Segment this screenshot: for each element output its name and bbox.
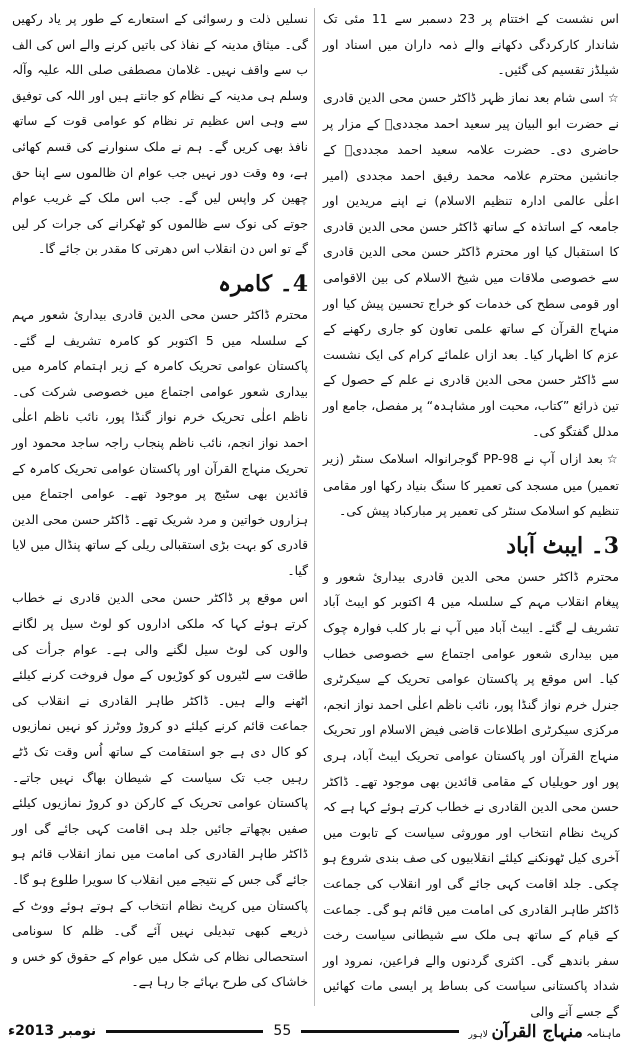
left-column: [12, 6, 308, 1008]
page-number: 55: [273, 1023, 292, 1039]
footer-rule: [106, 1030, 263, 1033]
paragraph-text: بعد ازاں آپ نے PP-98 گوجرانوالہ اسلامک سنٹر (زیر تعمیر) میں مسجد کی تعمیر کا سنگ بنیاد رکھا اور مقامی تنظیم کو اسلامک سنٹر کی تعمیر پر مبارکباد پیش کی۔: [323, 451, 619, 519]
section-heading-abbottabad: 3۔ ایبٹ آباد: [506, 532, 619, 559]
masthead-city: لاہور: [468, 1029, 488, 1040]
right-column: [323, 6, 619, 1019]
paragraph: [323, 446, 619, 524]
footer-rule: [301, 1030, 458, 1033]
issue-date: نومبر 2013ء: [8, 1023, 97, 1039]
masthead-title: منہاج القرآن: [491, 1021, 583, 1042]
column-divider: [314, 8, 315, 1006]
star-icon: ☆: [606, 452, 619, 467]
paragraph: اس موقع پر ڈاکٹر حسن محی الدین قادری نے خطاب کرتے ہوئے کہا کہ ملکی اداروں کو لوٹ سیل پر لگانے والوں کی لوٹ سیل لگنے والی ہے۔ عوام جرأت کی طاقت سے لٹیروں کو کوڑیوں کے مول فروخت کرنے کیلئے اٹھنے والے ہیں۔ ڈاکٹر طاہر القادری نے انقلاب کی جماعت قائم کرنے کیلئے دو کروڑ ووٹرز کو نہیں نمازیوں کو کال دی ہے جو استقامت کے ساتھ اُس وقت تک ڈٹے رہیں جب تک سیاست کے شیطان بھاگ نہیں جاتے۔ پاکستان عوامی تحریک کے کارکن دو کروڑ نمازیوں کیلئے صفیں بچھاتے جائیں جلد ہی اقامت کہی جائے گی اور ڈاکٹر طاہر القادری کی امامت میں نماز انقلاب قائم ہو جائے گی جس کے نتیجے میں انقلاب کا سویرا طلوع ہو گا۔ پاکستان میں کرپٹ نظام انتخاب کے ہوتے ہوئے ووٹ کے ذریعے کبھی تبدیلی نہیں آئے گی۔ ظلم کا سونامی استحصالی نظام کی شکل میں عوام کے حقوق کو خس و خاشاک کی طرح بہائے جا رہا ہے۔: [12, 590, 308, 990]
paragraph-text: اسی شام بعد نماز ظہر ڈاکٹر حسن محی الدین قادری نے حضرت ابو البیان پیر سعید احمد مجددیؒ کے مزار پر حاضری دی۔ حضرت علامہ سعید احمد مجددیؒ کے جانشین محترم علامہ محمد رفیق احمد مجددی (امیر اعلٰی عالمی ادارہ تنظیم الاسلام) نے اپنے مریدین اور جامعہ کے اساتذہ کے ساتھ ڈاکٹر حسن محی الدین قادری کا استقبال کیا اور محترم ڈاکٹر حسن محی الدین قادری سے خصوصی ملاقات میں شیخ الاسلام کی بین الاقوامی اور قومی سطح کی خدمات کو خراج تحسین پیش کیا اور منہاج القرآن کے ساتھ علمی تعاون کو جاری رکھنے کے عزم کا اظہار کیا۔ بعد ازاں علمائے کرام کی ایک نشست سے ڈاکٹر حسن محی الدین قادری نے علم کے حصول کے تین ذرائع ”کتاب، محبت اور مشاہدہ“ پر مفصل، جامع اور مدلل گفتگو کی۔: [323, 89, 619, 439]
paragraph: محترم ڈاکٹر حسن محی الدین قادری بیداریٔ شعور و پیغام انقلاب مہم کے سلسلہ میں 4 اکتوبر کو ایبٹ آباد تشریف لے گئے۔ ایبٹ آباد میں آپ نے بار کلب فوارہ چوک میں بیداری شعور عوامی اجتماع سے خصوصی خطاب کیا۔ اس موقع پر پاکستان عوامی تحریک کے سیکرٹری جنرل خرم نواز گنڈا پور، نائب ناظم اعلٰی احمد نواز انجم، مرکزی سیکرٹری اطلاعات قاضی فیض الاسلام اور تحریک منہاج القرآن اور پاکستان عوامی تحریک ایبٹ آباد، ہری پور اور حویلیاں کے مقامی قائدین بھی موجود تھے۔ ڈاکٹر حسن محی الدین القادری نے خطاب کرتے ہوئے کہا ہے کہ کرپٹ نظام انتخاب اور موروثی سیاست کے تابوت میں آخری کیل ٹھونکنے کیلئے انقلابیوں کی صف بندی شروع ہو چکی۔ جلد اقامت کہی جائے گی اور انقلاب کی جماعت ڈاکٹر طاہر القادری کی امامت میں قائم ہو گی۔ جماعت کے قیام کے ساتھ ہی ملک سے شیطانی سیاست رخت سفر باندھے گی۔ اکثری گردنوں والے فراعین، نمرود اور شداد پاکستانی سیاست کی بساط پر ایسی مات کھائیں گے جسے آنے والی: [323, 568, 619, 1019]
masthead: [469, 1021, 621, 1042]
paragraph: اس نشست کے اختتام پر 23 دسمبر سے 11 مئی تک شاندار کارکردگی دکھانے والے ذمہ داران میں اسناد اور شیلڈز تقسیم کی گئیں۔: [323, 11, 619, 78]
section-heading-kamra: 4۔ کامرہ: [218, 270, 308, 297]
paragraph: [323, 85, 619, 444]
paragraph: نسلیں ذلت و رسوائی کے استعارے کے طور پر یاد رکھیں گی۔ میثاق مدینہ کے نفاذ کی باتیں کرنے والے اس کی الف ب سے واقف نہیں۔ غلامان مصطفی صلی اللہ علیہ وآلہ وسلم ہی مدینہ کے نظام کو جانتے ہیں اور اللہ کی توفیق سے وہی اس عظیم تر نظام کو عوامی قوت کے ساتھ نافذ بھی کریں گے۔ ہم نے ملک سنوارنے کی قسم کھائی ہے، وہ وقت دور نہیں جب عوام ان ظالموں سے اپنا حق چھین کر واپس لیں گے۔ جب اس ملک کے غریب عوام جوتے کی نوک سے ظالموں کو ٹھکرانے کی جرات کر لیں گے تو اس دن انقلاب اس دھرتی کا مقدر بن جائے گا۔: [12, 11, 308, 257]
masthead-prefix: ماہنامہ: [586, 1026, 621, 1040]
star-icon: ☆: [607, 90, 619, 105]
page-footer: [0, 1016, 629, 1046]
paragraph: محترم ڈاکٹر حسن محی الدین قادری بیداریٔ شعور مہم کے سلسلہ میں 5 اکتوبر کو کامرہ تشریف لے گئے۔ پاکستان عوامی تحریک کامرہ کے زیر اہتمام کامرہ میں بیداری شعور عوامی اجتماع میں خصوصی شرکت کی۔ ناظم اعلٰی تحریک خرم نواز گنڈا پور، نائب ناظم اعلٰی احمد نواز انجم، نائب ناظم پنجاب راجہ ساجد محمود اور تحریک منہاج القرآن اور پاکستان عوامی تحریک کامرہ کے قائدین بھی سٹیج پر موجود تھے۔ عوامی اجتماع میں ہزاروں خواتین و مرد شریک تھے۔ ڈاکٹر حسن محی الدین قادری کو بہت بڑی استقبالی ریلی کے ساتھ پنڈال میں لایا گیا۔: [12, 306, 308, 578]
